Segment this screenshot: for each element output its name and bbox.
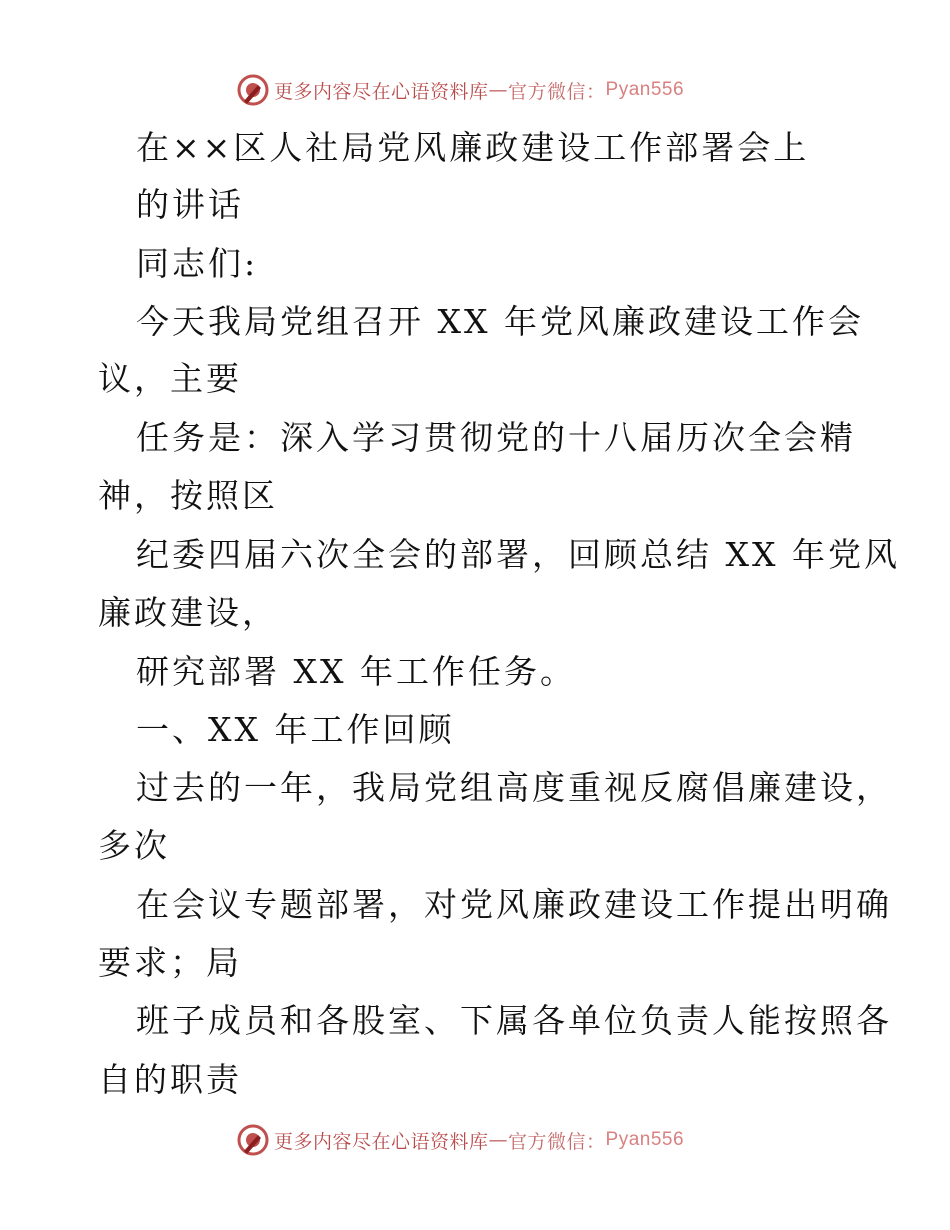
watermark-banner-bottom: [236, 1122, 716, 1158]
paragraph-line: 研究部署 XX 年工作任务。: [136, 652, 576, 691]
section-heading: 一、XX 年工作回顾: [136, 710, 455, 749]
paragraph-line: 过去的一年，我局党组高度重视反腐倡廉建设，: [136, 768, 892, 807]
paragraph-line: 在会议专题部署，对党风廉政建设工作提出明确: [136, 885, 892, 924]
watermark-text: 更多内容尽在心语资料库: [274, 1130, 489, 1153]
watermark-separator: —: [488, 79, 509, 101]
paragraph-line: 班子成员和各股室、下属各单位负责人能按照各: [136, 1001, 892, 1040]
paragraph-line: 要求；局: [98, 943, 242, 982]
paragraph-line: 纪委四届六次全会的部署，回顾总结 XX 年党风: [136, 535, 900, 574]
paragraph-line: 今天我局党组召开 XX 年党风廉政建设工作会: [136, 302, 864, 341]
watermark-handle: Pyan556: [605, 79, 685, 100]
salutation: 同志们:: [136, 244, 259, 283]
document-title-line-2: 的讲话: [136, 185, 244, 224]
paragraph-line: 多次: [98, 826, 170, 865]
watermark-wechat-label: 官方微信：: [508, 80, 606, 103]
watermark-handle: Pyan556: [605, 1129, 685, 1150]
paragraph-line: 任务是：深入学习贯彻党的十八届历次全会精: [136, 418, 856, 457]
document-title-line-1: 在××区人社局党风廉政建设工作部署会上: [136, 128, 810, 167]
paragraph-line: 议，主要: [98, 359, 242, 398]
paragraph-line: 神，按照区: [98, 476, 278, 515]
watermark-wechat-label: 官方微信：: [508, 1130, 606, 1153]
watermark-separator: —: [488, 1129, 509, 1151]
watermark-text: 更多内容尽在心语资料库: [274, 80, 489, 103]
paragraph-line: 廉政建设，: [98, 593, 278, 632]
red-ink-pen-logo-icon: [236, 1123, 270, 1157]
paragraph-line: 自的职责: [98, 1060, 242, 1099]
